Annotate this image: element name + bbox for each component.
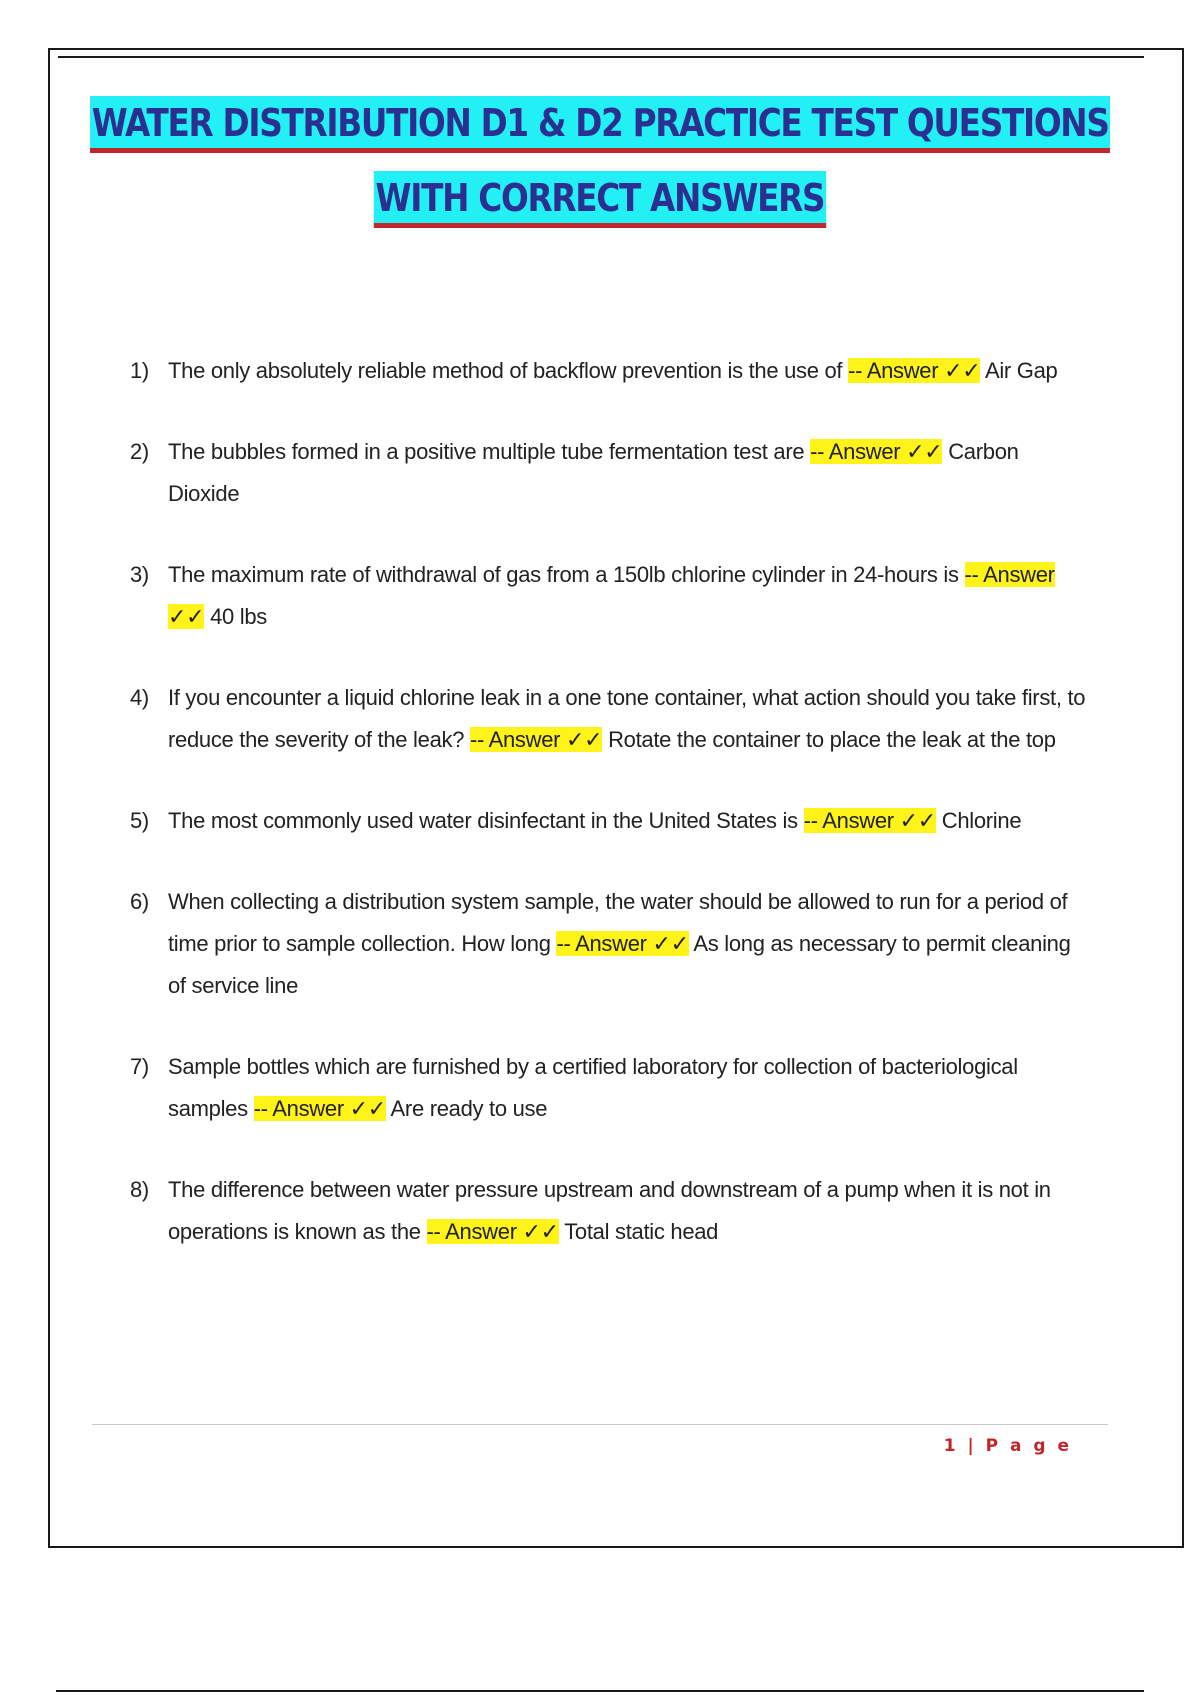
question-text: The bubbles formed in a positive multiple tube fermentation test are <box>168 439 805 464</box>
question-number: 7) <box>130 1054 149 1079</box>
answer-marker: -- Answer ✓✓ <box>426 1219 559 1244</box>
answer-marker: -- Answer ✓✓ <box>848 358 981 383</box>
question-item-1 <box>130 350 1090 392</box>
question-number: 2) <box>130 439 149 464</box>
answer-text: Chlorine <box>941 808 1022 833</box>
question-number: 3) <box>130 562 149 587</box>
question-item-6 <box>130 881 1090 1007</box>
question-number: 6) <box>130 889 149 914</box>
page-number: 1 | P a g e <box>943 1436 1072 1456</box>
question-text: The only absolutely reliable method of backflow prevention is the use of <box>168 358 843 383</box>
answer-text: 40 lbs <box>210 604 267 629</box>
question-item-8 <box>130 1169 1090 1253</box>
answer-text: Rotate the container to place the leak at the top <box>608 727 1056 752</box>
question-item-4 <box>130 677 1090 761</box>
footer-rule <box>92 1424 1108 1425</box>
question-number: 1) <box>130 358 149 383</box>
question-item-2 <box>130 431 1090 515</box>
question-text: The most commonly used water disinfectant in the United States is <box>168 808 798 833</box>
question-item-7 <box>130 1046 1090 1130</box>
answer-text: Total static head <box>564 1219 719 1244</box>
answer-marker: -- Answer ✓✓ <box>556 931 689 956</box>
title-line-2: WITH CORRECT ANSWERS <box>374 171 826 228</box>
answer-text: Are ready to use <box>390 1096 548 1121</box>
answer-text: Air Gap <box>984 358 1058 383</box>
title-line-1: WATER DISTRIBUTION D1 & D2 PRACTICE TEST QUESTIONS <box>90 96 1110 153</box>
question-list <box>130 350 1090 1292</box>
answer-marker: -- Answer ✓✓ <box>469 727 603 752</box>
top-rule <box>58 56 1144 58</box>
question-item-5 <box>130 800 1090 842</box>
question-number: 4) <box>130 685 149 710</box>
question-item-3 <box>130 554 1090 638</box>
answer-text: Carbon Dioxide <box>168 439 1019 506</box>
answer-marker: -- Answer ✓✓ <box>168 562 1055 629</box>
answer-marker: -- Answer ✓✓ <box>810 439 943 464</box>
question-number: 8) <box>130 1177 149 1202</box>
question-text: Sample bottles which are furnished by a certified laboratory for collection of bacteriological samples <box>168 1054 1018 1121</box>
question-text: When collecting a distribution system sample, the water should be allowed to run for a period of time prior to sample collection. How long <box>168 889 1068 956</box>
answer-marker: -- Answer ✓✓ <box>803 808 936 833</box>
question-text: If you encounter a liquid chlorine leak in a one tone container, what action should you take first, to reduce the severity of the leak? <box>168 685 1086 752</box>
answer-text: As long as necessary to permit cleaning of service line <box>168 931 1071 998</box>
document-title <box>0 96 1200 228</box>
question-text: The maximum rate of withdrawal of gas from a 150lb chlorine cylinder in 24-hours is <box>168 562 959 587</box>
question-text: The difference between water pressure upstream and downstream of a pump when it is not in operations is known as the <box>168 1177 1051 1244</box>
question-number: 5) <box>130 808 149 833</box>
next-page-top-rule <box>56 1690 1144 1692</box>
answer-marker: -- Answer ✓✓ <box>253 1096 386 1121</box>
